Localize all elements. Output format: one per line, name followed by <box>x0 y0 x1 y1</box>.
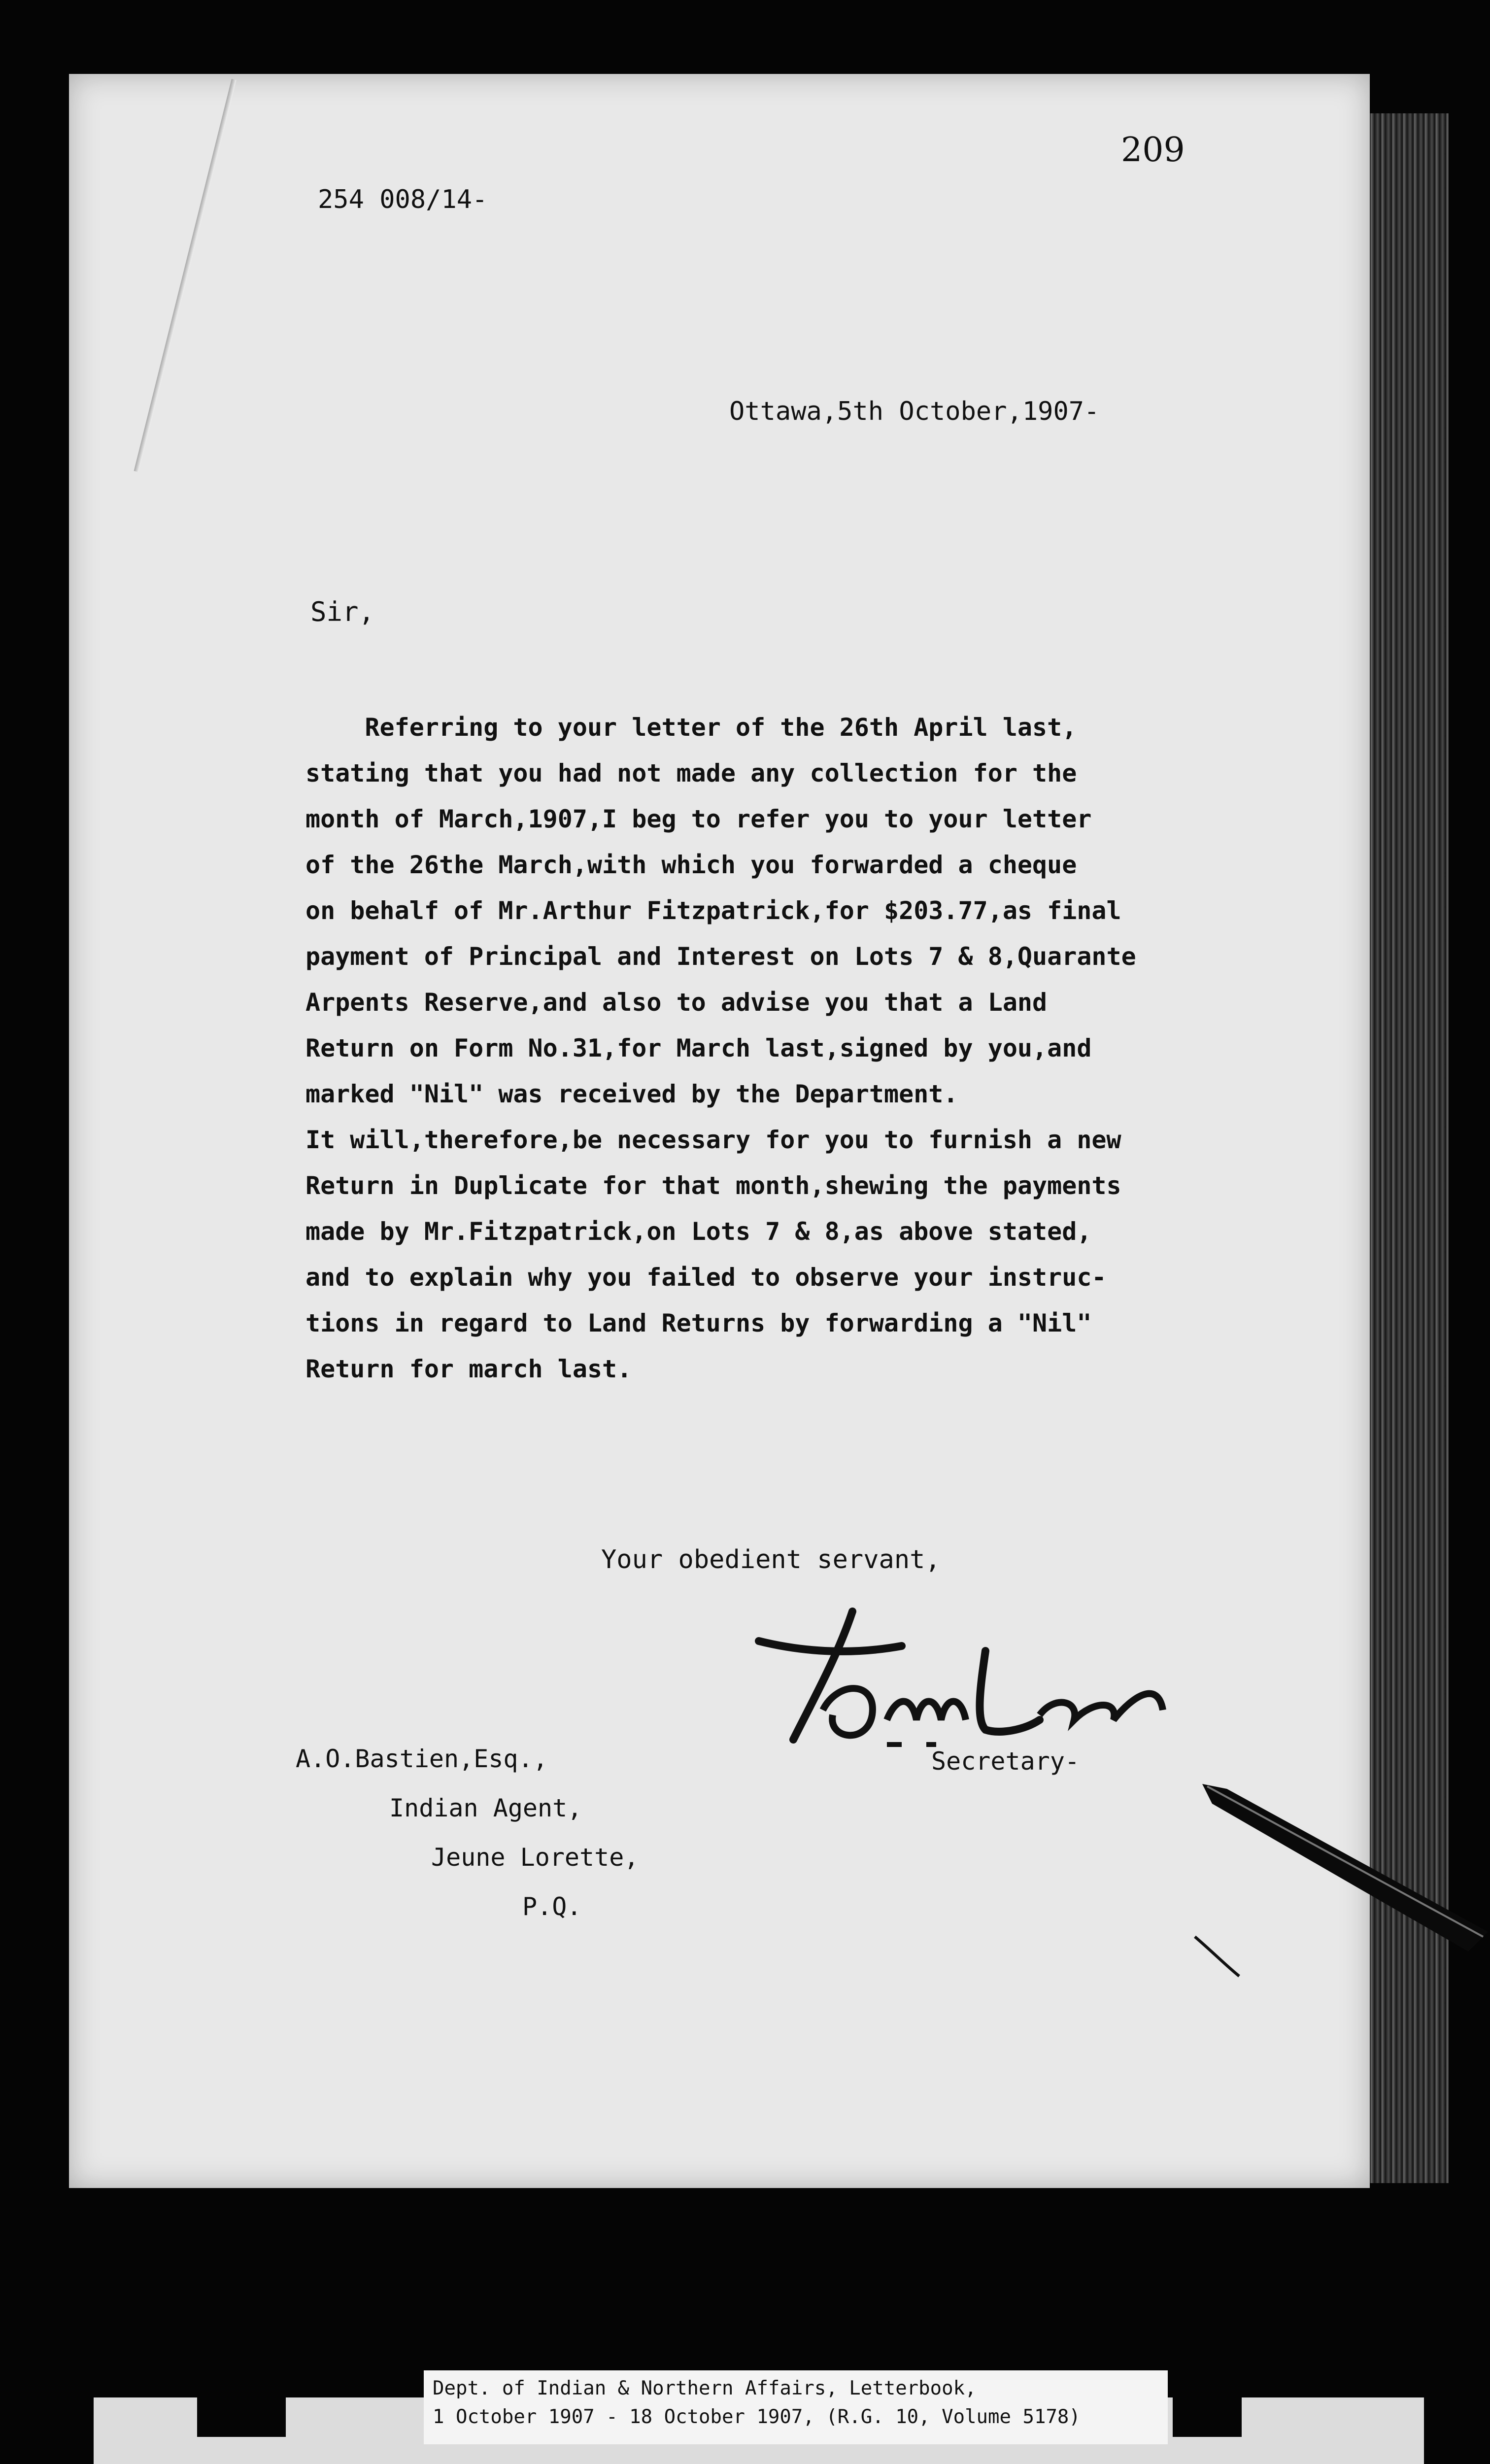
page-number: 209 <box>1121 131 1185 170</box>
body-line: It will,therefore,be necessary for you to furnish a new <box>305 1126 1121 1154</box>
handwritten-signature <box>739 1597 1183 1759</box>
addressee-name: A.O.Bastien,Esq., <box>296 1745 548 1773</box>
letter-body <box>305 705 1242 1392</box>
label-notch <box>197 2393 286 2437</box>
label-notch <box>1173 2393 1242 2437</box>
body-line: Return on Form No.31,for March last,signed by you,and <box>305 1034 1092 1062</box>
body-line: Return for march last. <box>305 1355 632 1383</box>
date-line: Ottawa,5th October,1907- <box>729 397 1100 426</box>
pen-pointer <box>1192 1774 1490 1981</box>
source-line: Dept. of Indian & Northern Affairs, Letterbook, <box>433 2377 977 2399</box>
file-reference: 254 008/14- <box>318 185 488 214</box>
source-citation-ticket <box>424 2370 1168 2444</box>
body-line: stating that you had not made any collection for the <box>305 759 1077 787</box>
body-line: payment of Principal and Interest on Lots 7 & 8,Quarante <box>305 942 1136 971</box>
body-line: tions in regard to Land Returns by forwarding a "Nil" <box>305 1309 1092 1337</box>
body-line: of the 26the March,with which you forwarded a cheque <box>305 851 1077 879</box>
signer-title: Secretary- <box>931 1747 1080 1776</box>
source-line: 1 October 1907 - 18 October 1907, (R.G. 10, Volume 5178) <box>433 2406 1081 2428</box>
body-line: marked "Nil" was received by the Department. <box>305 1080 958 1108</box>
body-line: Return in Duplicate for that month,shewing the payments <box>305 1171 1121 1200</box>
addressee-place: Jeune Lorette, <box>431 1843 639 1872</box>
body-line: made by Mr.Fitzpatrick,on Lots 7 & 8,as above stated, <box>305 1217 1092 1246</box>
page-fold-crease <box>134 79 237 472</box>
body-line: Arpents Reserve,and also to advise you that a Land <box>305 988 1048 1017</box>
addressee-province: P.Q. <box>522 1892 582 1921</box>
body-line: on behalf of Mr.Arthur Fitzpatrick,for $203.77,as final <box>305 896 1121 925</box>
body-line: and to explain why you failed to observe your instruc- <box>305 1263 1107 1292</box>
addressee-role: Indian Agent, <box>389 1794 582 1822</box>
body-line: Referring to your letter of the 26th April last, <box>305 713 1077 742</box>
closing: Your obedient servant, <box>601 1545 941 1574</box>
body-line: month of March,1907,I beg to refer you to your letter <box>305 805 1092 833</box>
salutation: Sir, <box>310 596 375 627</box>
